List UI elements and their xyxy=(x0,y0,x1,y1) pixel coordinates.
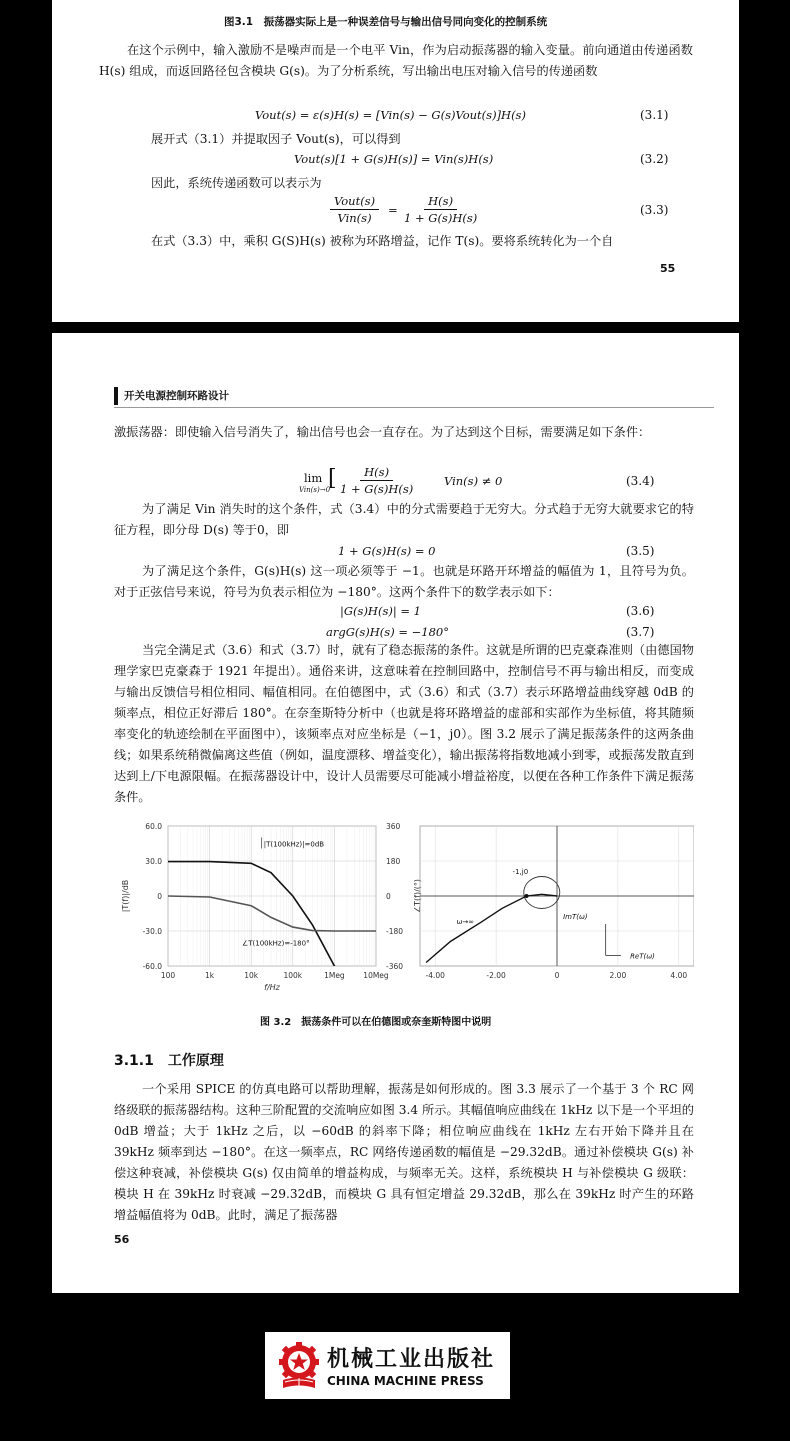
header-rule xyxy=(114,407,714,408)
nyquist-plot xyxy=(420,826,694,980)
equation-3-1: Vout(s) = ε(s)H(s) = [Vin(s) − G(s)Vout(s)]H(s) xyxy=(255,108,526,122)
equation-3-5: 1 + G(s)H(s) = 0 xyxy=(338,544,436,558)
x-tick-label: 0 xyxy=(554,971,560,980)
annotation-phase: ∠T(100kHz)=-180° xyxy=(241,939,310,948)
phase-curve xyxy=(168,896,376,931)
y-axis-label: ImT(ω) xyxy=(563,912,588,921)
publisher-logo xyxy=(265,1332,510,1399)
fraction-numerator: H(s) xyxy=(424,194,457,210)
y-right-tick-label: -360 xyxy=(386,962,404,971)
x-tick-label: 4.00 xyxy=(670,971,688,980)
y-right-tick-label: 0 xyxy=(386,892,391,901)
text-line: 展开式（3.1）并提取因子 Vout(s)，可以得到 xyxy=(151,132,401,146)
text-line: 在式（3.3）中，乘积 G(S)H(s) 被称为环路增益，记作 T(s)。要将系统转化为一个自 xyxy=(151,234,614,248)
x-tick-label: 10k xyxy=(244,971,259,980)
figure-caption: 图 3.2 振荡条件可以在伯德图或奈奎斯特图中说明 xyxy=(260,1017,492,1028)
page-number: 56 xyxy=(114,1233,130,1246)
y-left-tick-label: 30.0 xyxy=(145,857,162,866)
circle-around-critical-point xyxy=(524,877,560,909)
magnitude-curve xyxy=(168,862,347,978)
equals-sign: = xyxy=(388,203,398,217)
paragraph: 为了满足 Vin 消失时的这个条件，式（3.4）中的分式需要趋于无穷大。分式趋于无穷大就要求它的特征方程，即分母 D(s) 等于0，即 xyxy=(114,502,694,537)
nyquist-locus xyxy=(426,894,557,962)
x-tick-label: 10Meg xyxy=(363,971,389,980)
fraction-numerator: H(s) xyxy=(360,465,393,481)
fraction-denominator: 1 + G(s)H(s) xyxy=(404,211,478,225)
limit-operator: lim xyxy=(304,471,323,485)
paragraph: 激振荡器：即使输入信号消失了，输出信号也会一直存在。为了达到这个目标，需要满足如下条件： xyxy=(114,425,651,439)
paragraph: 在这个示例中，输入激励不是噪声而是一个电平 Vin，作为启动振荡器的输入变量。前向通道由传递函数 H(s) 组成，而返回路径包含模块 G(s)。为了分析系统，写出输出电压对输入信号的传递函数 xyxy=(99,43,693,78)
equation-3-6: |G(s)H(s)| = 1 xyxy=(340,604,421,618)
text-line: 因此，系统传递函数可以表示为 xyxy=(151,176,322,190)
book-page-56 xyxy=(52,333,739,1293)
paragraph: 为了满足这个条件，G(s)H(s) 这一项必须等于 −1。也就是环路开环增益的幅值为 1，且符号为负。对于正弦信号来说，符号为负表示相位为 −180°。这两个条件下的数学表示如下： xyxy=(114,564,694,599)
y-right-tick-label: 180 xyxy=(386,857,401,866)
y-left-tick-label: -30.0 xyxy=(142,927,162,936)
equation-number: (3.5) xyxy=(626,544,655,558)
y-right-tick-label: -180 xyxy=(386,927,404,936)
equation-3-7: argG(s)H(s) = −180° xyxy=(326,625,449,639)
x-tick-label: -2.00 xyxy=(486,971,506,980)
figure-caption: 图3.1 振荡器实际上是一种误差信号与输出信号同向变化的控制系统 xyxy=(224,16,548,28)
annotation-critical-point: -1,j0 xyxy=(512,868,529,876)
y-left-tick-label: -60.0 xyxy=(142,962,162,971)
equation-number: (3.7) xyxy=(626,625,655,639)
fraction-numerator: Vout(s) xyxy=(330,194,379,210)
x-tick-label: 2.00 xyxy=(609,971,627,980)
running-header: 开关电源控制环路设计 xyxy=(114,387,724,405)
y-right-tick-label: 360 xyxy=(386,822,401,831)
x-tick-label: 1k xyxy=(205,971,215,980)
paragraph: 一个采用 SPICE 的仿真电路可以帮助理解，振荡是如何形成的。图 3.3 展示了一个基于 3 个 RC 网络级联的振荡器结构。这种三阶配置的交流响应如图 3.4 所示。其幅值响应曲线在 1kHz 以下是一个平坦的 0dB 增益；大于 1kHz 之后，以 −60dB 的斜率下降；相位响应曲线在 1kHz 左右开始下降并且在 39kHz 频率到达 −180°。在这一频率点，RC 网络传递函数的幅值是 −29.32dB。通过补偿模块 G(s) 补偿这种衰减，补偿模块 G(s) 仅由简单的增益构成，与频率无关。这样，系统模块 H 与补偿模块 G 级联：模块 H 在 39kHz 时衰减 −29.32dB，而模块 G 具有恒定增益 29.32dB，那么在 39kHz 时产生的环路增益幅值将为 0dB。此时，满足了振荡器 xyxy=(114,1082,694,1222)
x-tick-label: 100k xyxy=(283,971,303,980)
y-left-tick-label: 60.0 xyxy=(145,822,162,831)
equation-number: (3.3) xyxy=(640,203,669,217)
equation-3-3-lhs xyxy=(330,194,379,225)
publisher-name-cn: 机械工业出版社 xyxy=(327,1347,496,1372)
publisher-name-en: CHINA MACHINE PRESS xyxy=(327,1374,484,1388)
annotation-magnitude: |T(100kHz)|=0dB xyxy=(263,840,325,849)
annotation-omega: ω→∞ xyxy=(456,918,475,926)
equation-number: (3.2) xyxy=(640,152,669,166)
x-tick-label: 1Meg xyxy=(324,971,345,980)
figure-3-2 xyxy=(114,818,694,1008)
paragraph: 当完全满足式（3.6）和式（3.7）时，就有了稳态振荡的条件。这就是所谓的巴克豪森准则（由德国物理学家巴克豪森于 1921 年提出）。通俗来讲，这意味着在控制回路中，控制信号不再与输出相反，而变成与输出反馈信号相位相同、幅值相同。在伯德图中，式（3.6）和式（3.7）表示环路增益曲线穿越 0dB 的频率点，相位正好滞后 180°。在奈奎斯特分析中（也就是将环路增益的虚部和实部作为坐标值，将其随频率变化的轨迹绘制在平面图中），该频率点对应坐标是（−1，j0）。图 3.2 展示了满足振荡条件的这两条曲线；如果系统稍微偏离这些值（例如，温度漂移、增益变化），输出振荡将指数地减小到零，或振荡发散直到达到上/下电源限幅。在振荡器设计中，设计人员需要尽可能减小增益裕度，以便在各种工作条件下满足振荡条件。 xyxy=(114,643,694,804)
fraction-denominator: Vin(s) xyxy=(337,211,372,225)
equation-3-4-fraction xyxy=(336,465,417,496)
equation-number: (3.4) xyxy=(626,474,655,488)
x-tick-label: -4.00 xyxy=(425,971,445,980)
x-axis-label: ReT(ω) xyxy=(630,952,655,961)
page-number: 55 xyxy=(660,262,676,275)
x-tick-label: 100 xyxy=(160,971,176,980)
limit-subscript: Vin(s)→0 xyxy=(299,486,331,494)
bode-plot xyxy=(121,822,422,992)
y-left-axis-label: |T(f)|/dB xyxy=(121,879,130,913)
left-bracket: [ xyxy=(328,466,337,491)
x-axis-label: f/Hz xyxy=(264,983,280,992)
book-page-55 xyxy=(52,0,739,322)
section-title: 3.1.1 工作原理 xyxy=(114,1053,224,1069)
equation-number: (3.1) xyxy=(640,108,669,122)
y-right-axis-label: ∠T(f)/(°) xyxy=(413,878,422,914)
gear-star-icon xyxy=(277,1342,321,1390)
y-left-tick-label: 0 xyxy=(157,892,162,901)
equation-3-3-rhs xyxy=(400,194,481,225)
equation-3-4-tail: Vin(s) ≠ 0 xyxy=(444,474,503,488)
equation-3-2: Vout(s)[1 + G(s)H(s)] = Vin(s)H(s) xyxy=(294,152,494,166)
equation-number: (3.6) xyxy=(626,604,655,618)
fraction-denominator: 1 + G(s)H(s) xyxy=(340,482,414,496)
